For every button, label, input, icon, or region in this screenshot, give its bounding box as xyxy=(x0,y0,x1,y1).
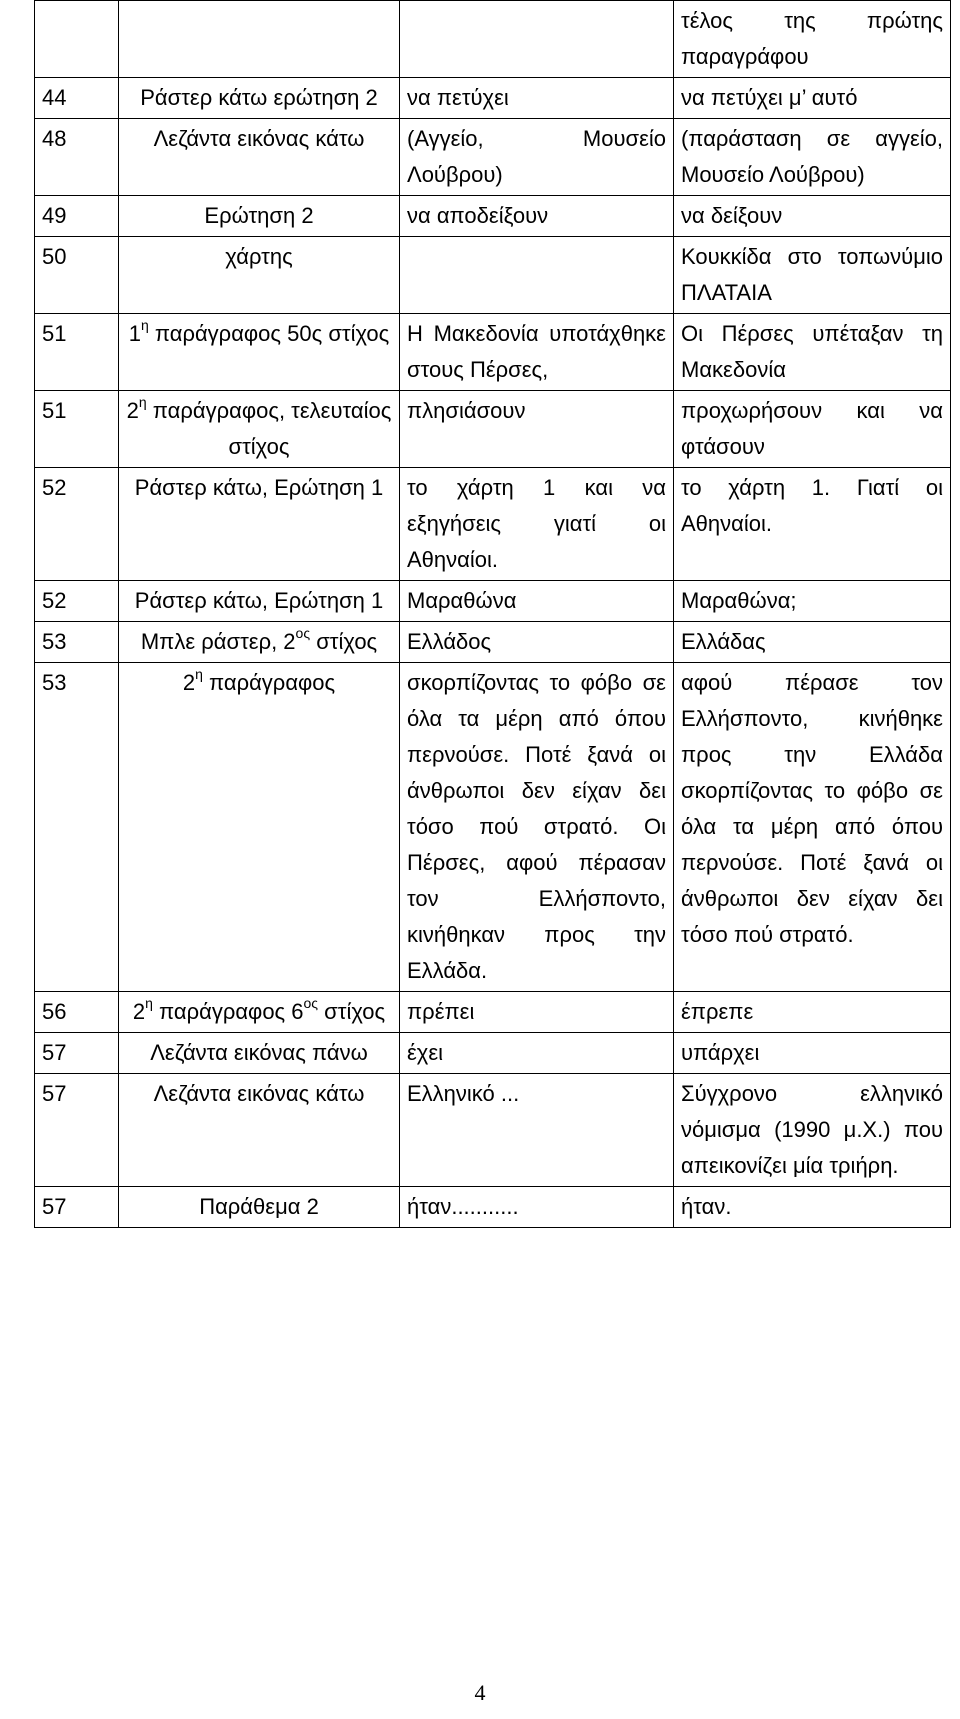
correct-text-cell: αφού πέρασε τον Ελλήσποντο, κινήθηκε προς την Ελλάδα σκορπίζοντας το φόβο σε όλα τα μέρη από όπου περνούσε. Ποτέ ξανά οι άνθρωποι δεν είχαν δει τόσο πού στρατό. xyxy=(674,663,951,992)
location-cell: Ράστερ κάτω, Ερώτηση 1 xyxy=(119,468,400,581)
table-row xyxy=(35,1074,951,1187)
location-text: 1 xyxy=(128,321,141,346)
wrong-text-cell xyxy=(400,1,674,78)
correct-text-cell: Σύγχρονο ελληνικό νόμισμα (1990 μ.Χ.) που απεικονίζει μία τριήρη. xyxy=(674,1074,951,1187)
correct-text-cell: Μαραθώνα; xyxy=(674,581,951,622)
wrong-text-cell: έχει xyxy=(400,1033,674,1074)
wrong-text-cell: να πετύχει xyxy=(400,78,674,119)
page-cell: 52 xyxy=(35,468,119,581)
location-cell xyxy=(119,992,400,1033)
location-cell: Λεζάντα εικόνας κάτω xyxy=(119,119,400,196)
table-row xyxy=(35,1033,951,1074)
correct-text-cell: (παράσταση σε αγγείο, Μουσείο Λούβρου) xyxy=(674,119,951,196)
ordinal-superscript: ος xyxy=(303,994,319,1011)
correct-text-cell: το χάρτη 1. Γιατί οι Αθηναίοι. xyxy=(674,468,951,581)
location-text: 2 xyxy=(182,670,196,695)
table-row xyxy=(35,663,951,992)
location-cell xyxy=(119,622,400,663)
page-cell: 56 xyxy=(35,992,119,1033)
page-cell: 57 xyxy=(35,1074,119,1187)
page-cell: 53 xyxy=(35,663,119,992)
table-row xyxy=(35,622,951,663)
table-row xyxy=(35,468,951,581)
page-cell: 53 xyxy=(35,622,119,663)
location-text: στίχος xyxy=(318,999,386,1024)
location-cell: χάρτης xyxy=(119,237,400,314)
table-row xyxy=(35,1,951,78)
wrong-text-cell: Μαραθώνα xyxy=(400,581,674,622)
page-cell: 50 xyxy=(35,237,119,314)
page-number: 4 xyxy=(474,1680,486,1705)
correct-text-cell: Οι Πέρσες υπέταξαν τη Μακεδονία xyxy=(674,314,951,391)
table-row xyxy=(35,314,951,391)
correct-text-cell: Κουκκίδα στο τοπωνύμιο ΠΛΑΤΑΙΑ xyxy=(674,237,951,314)
ordinal-superscript: ος xyxy=(295,624,311,641)
location-text: Μπλε ράστερ, 2 xyxy=(140,629,296,654)
wrong-text-cell: (Αγγείο, Μουσείο Λούβρου) xyxy=(400,119,674,196)
location-text: παράγραφος 50ς στίχος xyxy=(148,321,390,346)
page-cell: 57 xyxy=(35,1187,119,1228)
location-cell xyxy=(119,314,400,391)
page-cell: 49 xyxy=(35,196,119,237)
location-text: παράγραφος xyxy=(202,670,336,695)
ordinal-superscript: η xyxy=(145,994,153,1011)
table-row xyxy=(35,581,951,622)
correct-text-cell: να δείξουν xyxy=(674,196,951,237)
location-text: παράγραφος, τελευταίος στίχος xyxy=(146,398,392,459)
correct-text-cell: Ελλάδας xyxy=(674,622,951,663)
wrong-text-cell: το χάρτη 1 και να εξηγήσεις γιατί οι Αθηναίοι. xyxy=(400,468,674,581)
wrong-text-cell xyxy=(400,237,674,314)
location-cell: Ράστερ κάτω ερώτηση 2 xyxy=(119,78,400,119)
table-row xyxy=(35,196,951,237)
correct-text-cell: έπρεπε xyxy=(674,992,951,1033)
correct-text-cell: να πετύχει μ’ αυτό xyxy=(674,78,951,119)
page-cell xyxy=(35,1,119,78)
correct-text-cell: προχωρήσουν και να φτάσουν xyxy=(674,391,951,468)
page-cell: 51 xyxy=(35,391,119,468)
wrong-text-cell: να αποδείξουν xyxy=(400,196,674,237)
page-cell: 51 xyxy=(35,314,119,391)
location-cell xyxy=(119,663,400,992)
wrong-text-cell: Ελλάδος xyxy=(400,622,674,663)
wrong-text-cell: σκορπίζοντας το φόβο σε όλα τα μέρη από όπου περνούσε. Ποτέ ξανά οι άνθρωποι δεν είχαν δει τόσο πού στρατό. Οι Πέρσες, αφού πέρασαν τον Ελλήσποντο, κινήθηκαν προς την Ελλάδα. xyxy=(400,663,674,992)
location-cell xyxy=(119,391,400,468)
ordinal-superscript: η xyxy=(195,665,203,682)
ordinal-superscript: η xyxy=(138,393,147,410)
wrong-text-cell: πρέπει xyxy=(400,992,674,1033)
location-cell xyxy=(119,1,400,78)
correct-text-cell: τέλος της πρώτης παραγράφου xyxy=(674,1,951,78)
table-row xyxy=(35,237,951,314)
location-text: 2 xyxy=(126,398,139,423)
table-row xyxy=(35,992,951,1033)
correct-text-cell: ήταν. xyxy=(674,1187,951,1228)
table-row xyxy=(35,1187,951,1228)
page-cell: 57 xyxy=(35,1033,119,1074)
location-cell: Ράστερ κάτω, Ερώτηση 1 xyxy=(119,581,400,622)
page-cell: 44 xyxy=(35,78,119,119)
location-text: 2 xyxy=(132,999,146,1024)
location-cell: Λεζάντα εικόνας πάνω xyxy=(119,1033,400,1074)
table-row xyxy=(35,391,951,468)
correct-text-cell: υπάρχει xyxy=(674,1033,951,1074)
table-row xyxy=(35,119,951,196)
page-cell: 52 xyxy=(35,581,119,622)
wrong-text-cell: ήταν........... xyxy=(400,1187,674,1228)
wrong-text-cell: Ελληνικό ... xyxy=(400,1074,674,1187)
location-cell: Λεζάντα εικόνας κάτω xyxy=(119,1074,400,1187)
location-cell: Ερώτηση 2 xyxy=(119,196,400,237)
errata-table xyxy=(34,0,951,1228)
location-text: στίχος xyxy=(310,629,378,654)
table-row xyxy=(35,78,951,119)
wrong-text-cell: Η Μακεδονία υποτάχθηκε στους Πέρσες, xyxy=(400,314,674,391)
location-text: παράγραφος 6 xyxy=(152,999,304,1024)
ordinal-superscript: η xyxy=(140,316,149,333)
page-cell: 48 xyxy=(35,119,119,196)
wrong-text-cell: πλησιάσουν xyxy=(400,391,674,468)
location-cell: Παράθεμα 2 xyxy=(119,1187,400,1228)
